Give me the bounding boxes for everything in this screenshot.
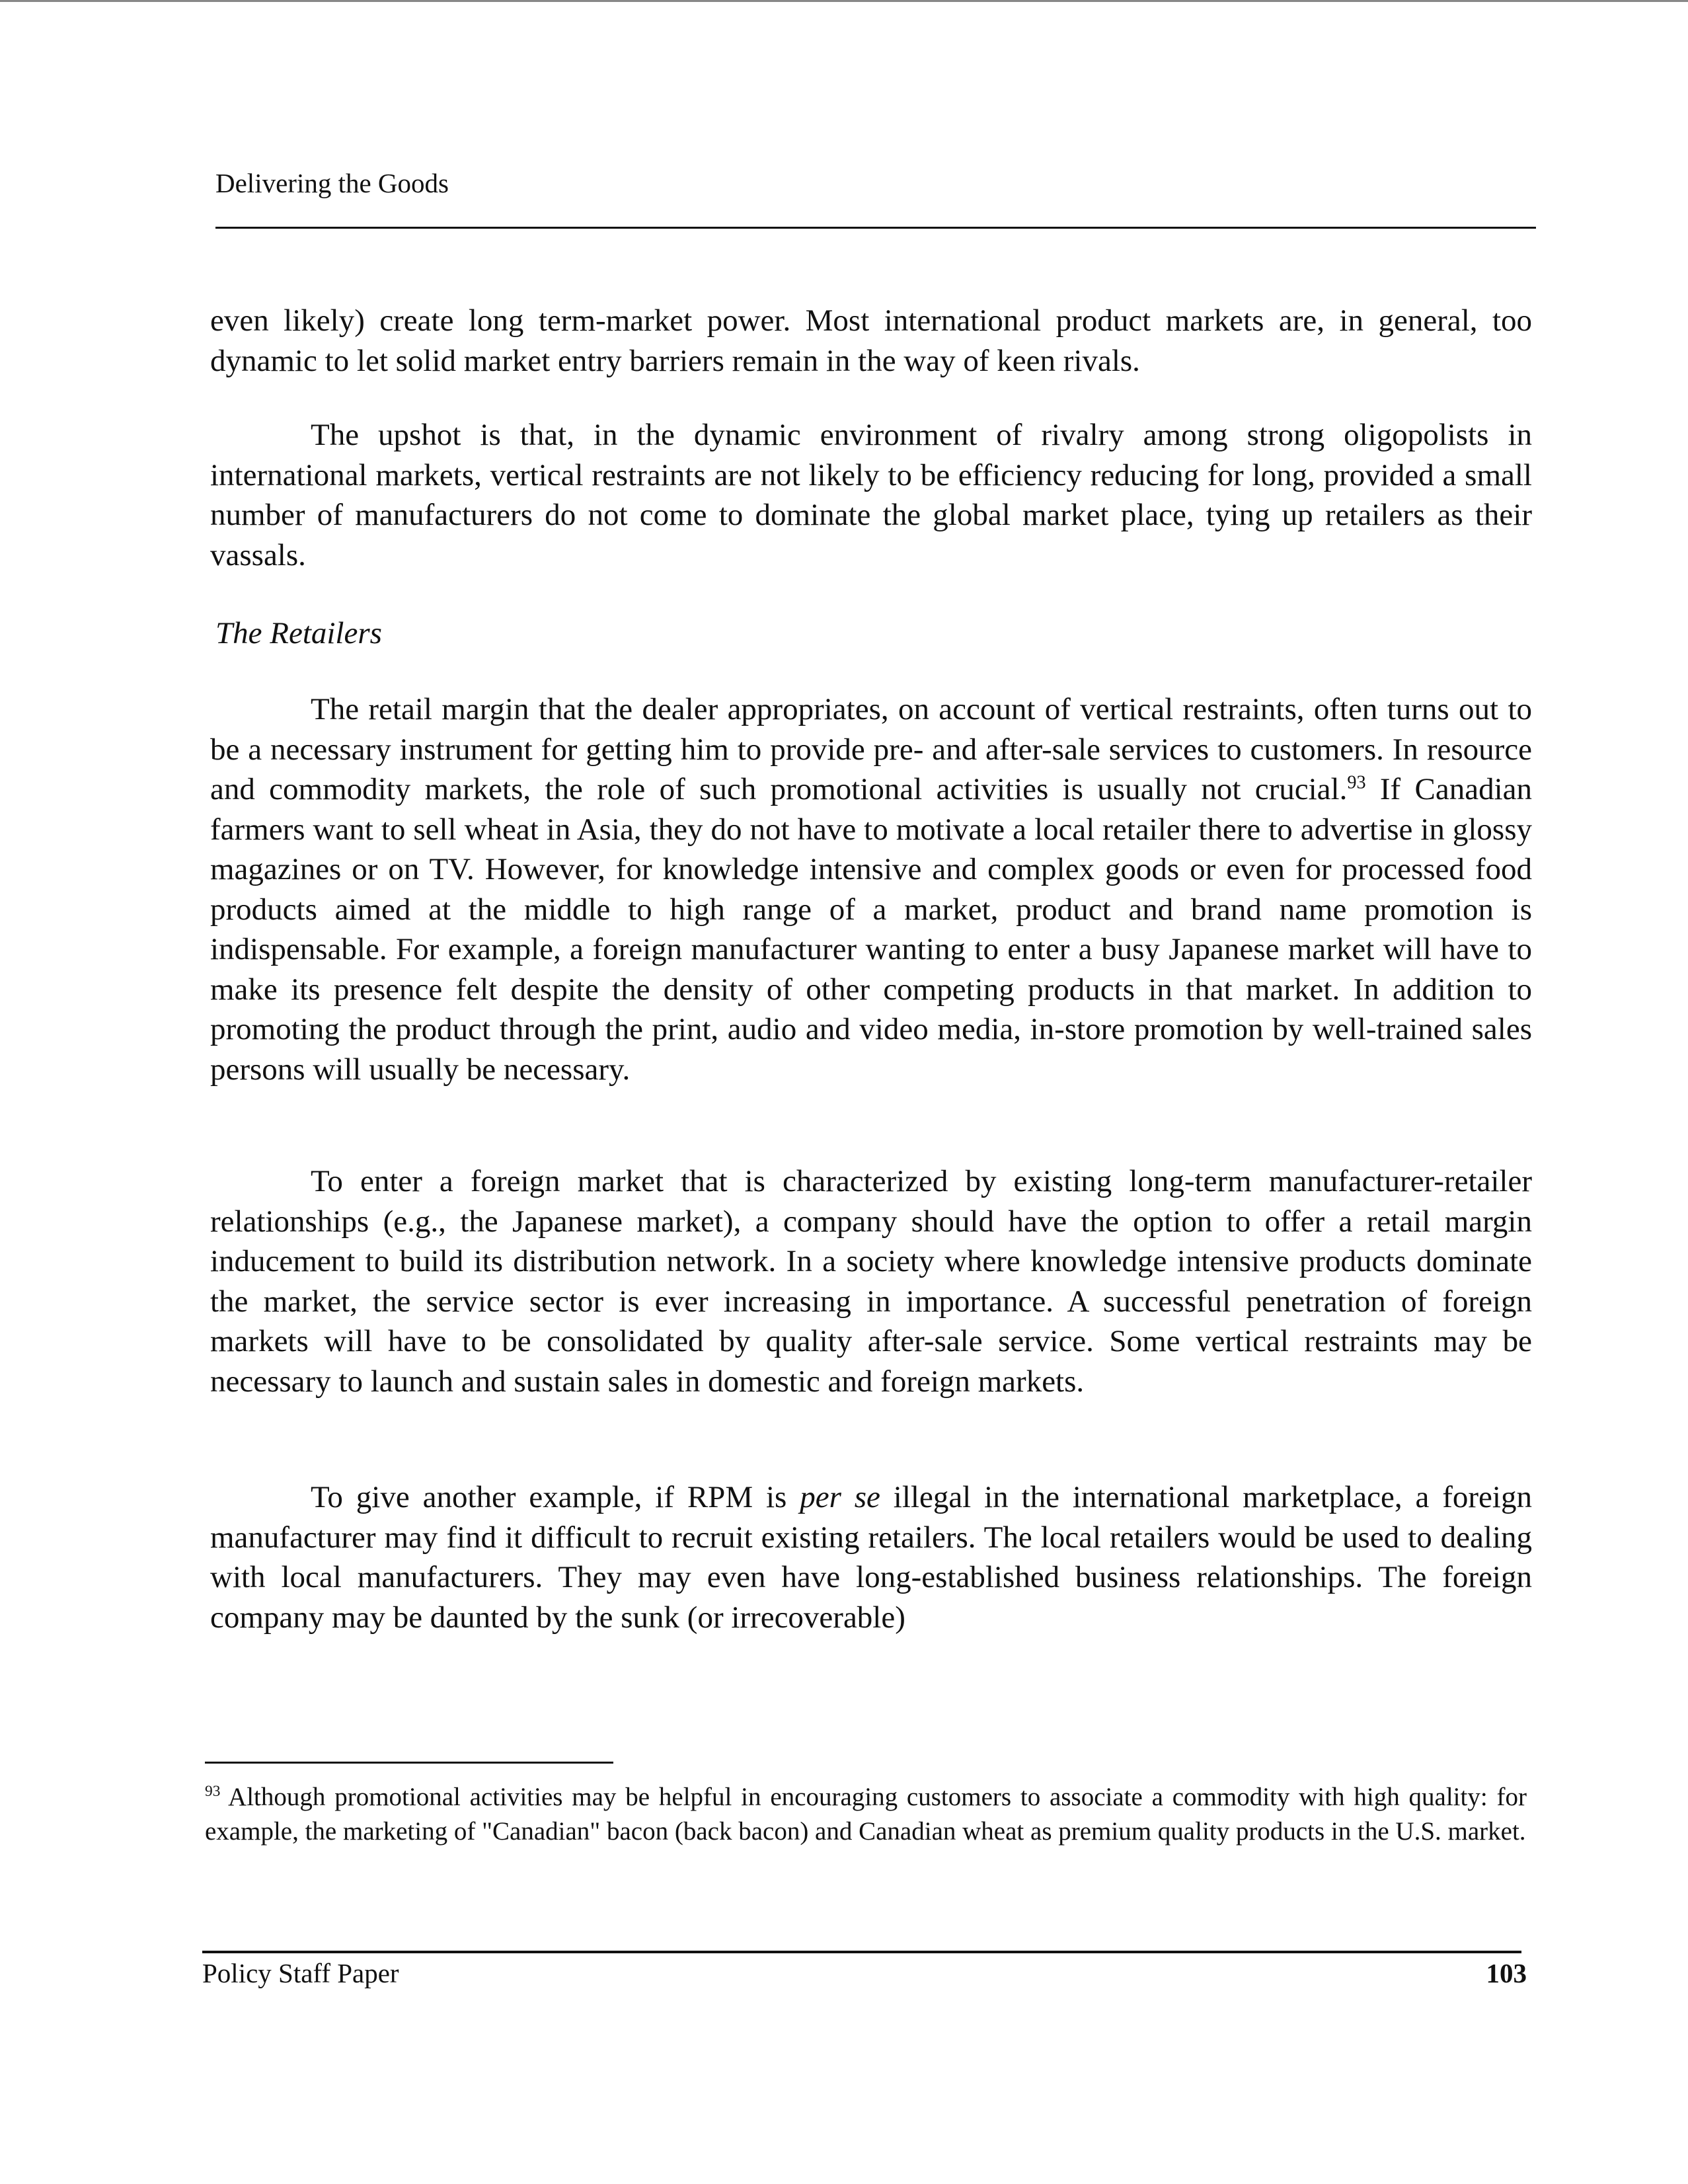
footnote-number: 93 bbox=[205, 1783, 221, 1800]
paragraph-3-text-b: If Canadian farmers want to sell wheat in Asia, they do not have to motivate a local retailer there to advertise in glossy magazines or on TV. However, for knowledge intensive and complex goods or even for processed food products aimed at the middle to high range of a market, product and brand name promotion is indispensable. For example, a foreign manufacturer wanting to enter a busy Japanese market will have to make its presence felt despite the density of other competing products in that market. In addition to promoting the product through the print, audio and video media, in-store promotion by well-trained sales persons will usually be necessary. bbox=[210, 772, 1532, 1087]
running-header: Delivering the Goods bbox=[215, 168, 449, 198]
header-rule bbox=[215, 227, 1536, 229]
paragraph-foreign-market-block bbox=[210, 1161, 1532, 1401]
footer-publication: Policy Staff Paper bbox=[202, 1958, 399, 1988]
paragraph-retail-margin-block bbox=[210, 689, 1532, 1089]
footnote-rule bbox=[205, 1762, 613, 1764]
paragraph-1: even likely) create long term-market power. Most international product markets are, in general, too dynamic to let solid market entry barriers remain in the way of keen rivals. bbox=[210, 303, 1532, 378]
section-subheading: The Retailers bbox=[215, 616, 382, 650]
paragraph-5-text-a: To give another example, if RPM is bbox=[311, 1480, 800, 1514]
paragraph-continuation bbox=[210, 301, 1532, 381]
footnote-text: Although promotional activities may be helpful in encouraging customers to associate a commodity with high quality: for example, the marketing of "Canadian" bacon (back bacon) and Canadian wheat as premium quality products in the U.S. market. bbox=[205, 1783, 1527, 1846]
footnote-reference: 93 bbox=[1347, 772, 1366, 793]
paragraph-3 bbox=[210, 689, 1532, 1089]
paragraph-2: The upshot is that, in the dynamic environment of rivalry among strong oligopolists in international markets, vertical restraints are not likely to be efficiency reducing for long, provided a small number of manufacturers do not come to dominate the global market place, tying up retailers as their vassals. bbox=[210, 418, 1532, 572]
paragraph-4: To enter a foreign market that is characterized by existing long-term manufacturer-retailer relationships (e.g., the Japanese market), a company should have the option to offer a retail margin inducement to build its distribution network. In a society where knowledge intensive products dominate the market, the service sector is ever increasing in importance. A successful penetration of foreign markets will have to be consolidated by quality after-sale service. Some vertical restraints may be necessary to launch and sustain sales in domestic and foreign markets. bbox=[210, 1164, 1532, 1399]
paragraph-3-text-a: The retail margin that the dealer appropriates, on account of vertical restraints, often turns out to be a necessary instrument for getting him to provide pre- and after-sale services to customers. In resource and commodity markets, the role of such promotional activities is usually not crucial. bbox=[210, 692, 1532, 806]
page-top-edge bbox=[0, 0, 1688, 2]
paragraph-5-text-b: illegal in the international marketplace, a foreign manufacturer may find it difficult to recruit existing retailers. The local retailers would be used to dealing with local manufacturers. They may even have long-established business relationships. The foreign company may be daunted by the sunk (or irrecoverable) bbox=[210, 1480, 1532, 1635]
footnote bbox=[205, 1780, 1527, 1849]
paragraph-upshot-block bbox=[210, 415, 1532, 575]
paragraph-rpm-block bbox=[210, 1477, 1532, 1637]
paragraph-5 bbox=[210, 1477, 1532, 1637]
page-number: 103 bbox=[1486, 1958, 1527, 1988]
footer-rule bbox=[202, 1951, 1521, 1953]
paragraph-5-italic: per se bbox=[800, 1480, 880, 1514]
